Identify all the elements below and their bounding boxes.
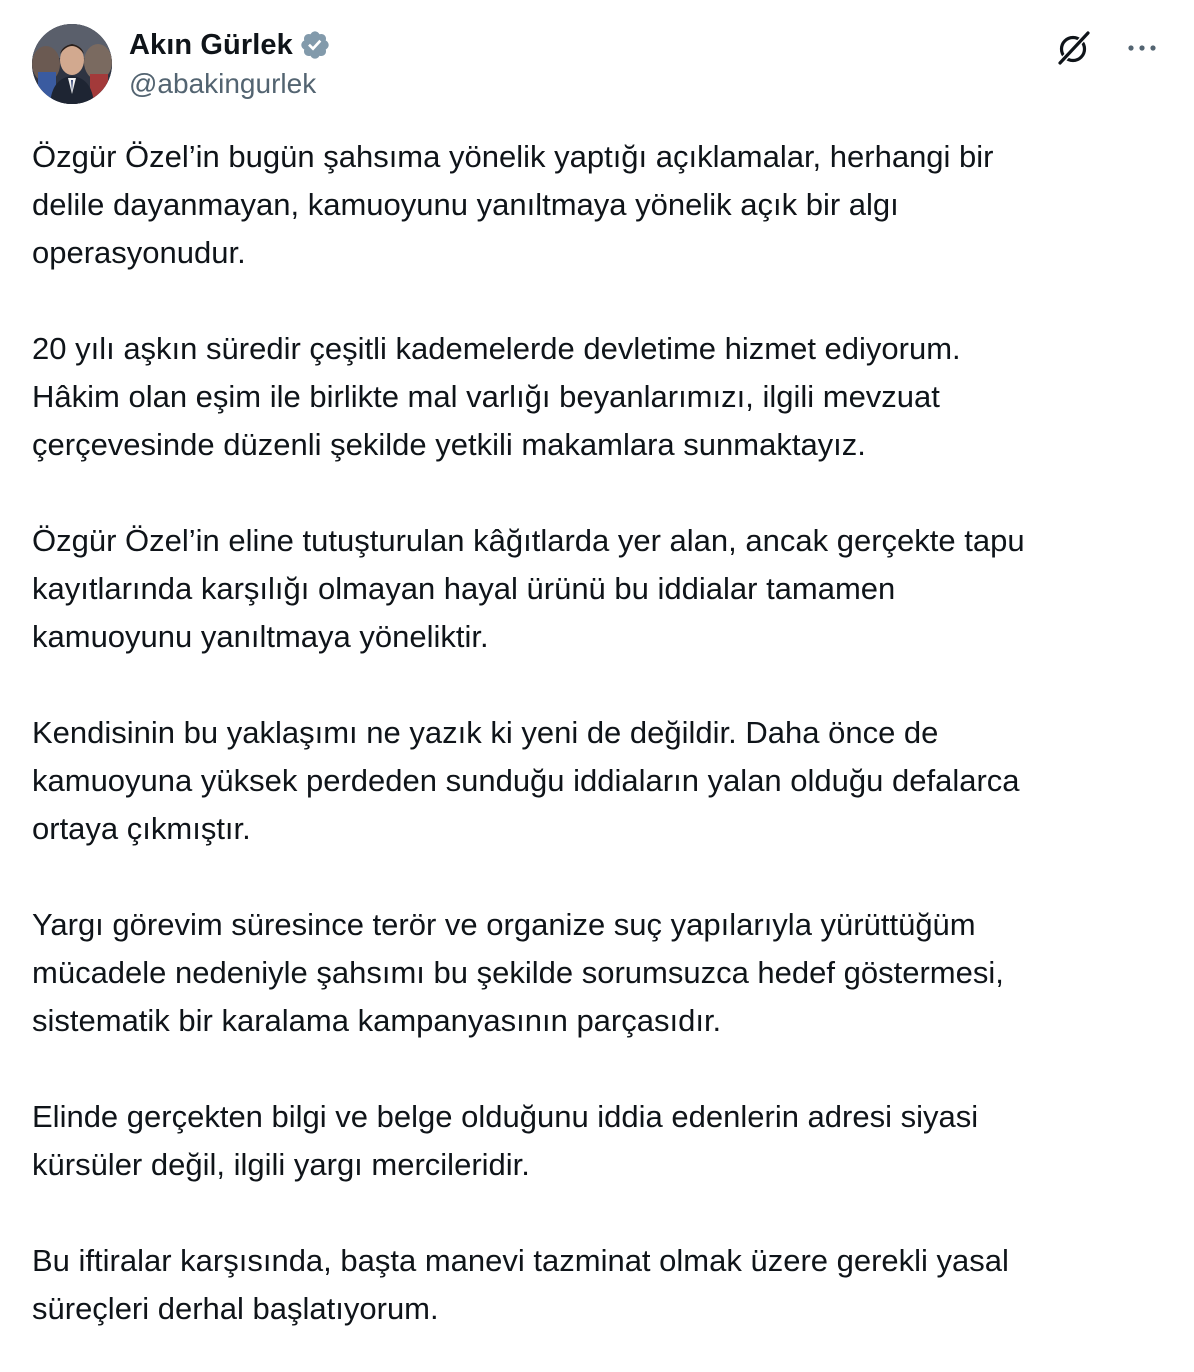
tweet-header <box>32 24 1162 108</box>
grok-icon[interactable] <box>1054 28 1094 68</box>
more-options-icon[interactable] <box>1122 28 1162 68</box>
author-handle[interactable]: @abakingurlek <box>129 68 317 99</box>
name-row <box>129 26 331 64</box>
tweet-paragraph: Özgür Özel’in bugün şahsıma yönelik yaptığı açıklamalar, herhangi bir delile dayanmayan, kamuoyunu yanıltmaya yönelik açık bir algı operasyonudur. <box>32 139 994 270</box>
verified-badge-icon <box>299 29 331 61</box>
tweet-paragraph: Bu iftiralar karşısında, başta manevi tazminat olmak üzere gerekli yasal süreçleri derhal başlatıyorum. <box>32 1243 1009 1326</box>
tweet-paragraph: Elinde gerçekten bilgi ve belge olduğunu iddia edenlerin adresi siyasi kürsüler değil, ilgili yargı mercileridir. <box>32 1099 979 1182</box>
tweet-text <box>32 133 1172 1372</box>
author-name[interactable]: Akın Gürlek <box>129 28 293 61</box>
tweet-paragraph: 20 yılı aşkın süredir çeşitli kademelerde devletime hizmet ediyorum. Hâkim olan eşim ile birlikte mal varlığı beyanlarımızı, ilgili mevzuat çerçevesinde düzenli şekilde yetkili makamlara sunmaktayız. <box>32 331 961 462</box>
avatar[interactable] <box>32 24 112 104</box>
tweet-paragraph: Kendisinin bu yaklaşımı ne yazık ki yeni de değildir. Daha önce de kamuoyuna yüksek perdeden sunduğu iddiaların yalan olduğu defalarca ortaya çıkmıştır. <box>32 715 1020 846</box>
tweet-paragraph: Özgür Özel’in eline tutuşturulan kâğıtlarda yer alan, ancak gerçekte tapu kayıtlarında karşılığı olmayan hayal ürünü bu iddialar tamamen kamuoyunu yanıltmaya yöneliktir. <box>32 523 1025 654</box>
author-identity <box>129 26 331 106</box>
avatar-photo <box>32 24 112 104</box>
tweet-paragraph: Yargı görevim süresince terör ve organize suç yapılarıyla yürüttüğüm mücadele nedeniyle şahsımı bu şekilde sorumsuzca hedef göstermesi, sistematik bir karalama kampanyasının parçasıdır. <box>32 907 1004 1038</box>
